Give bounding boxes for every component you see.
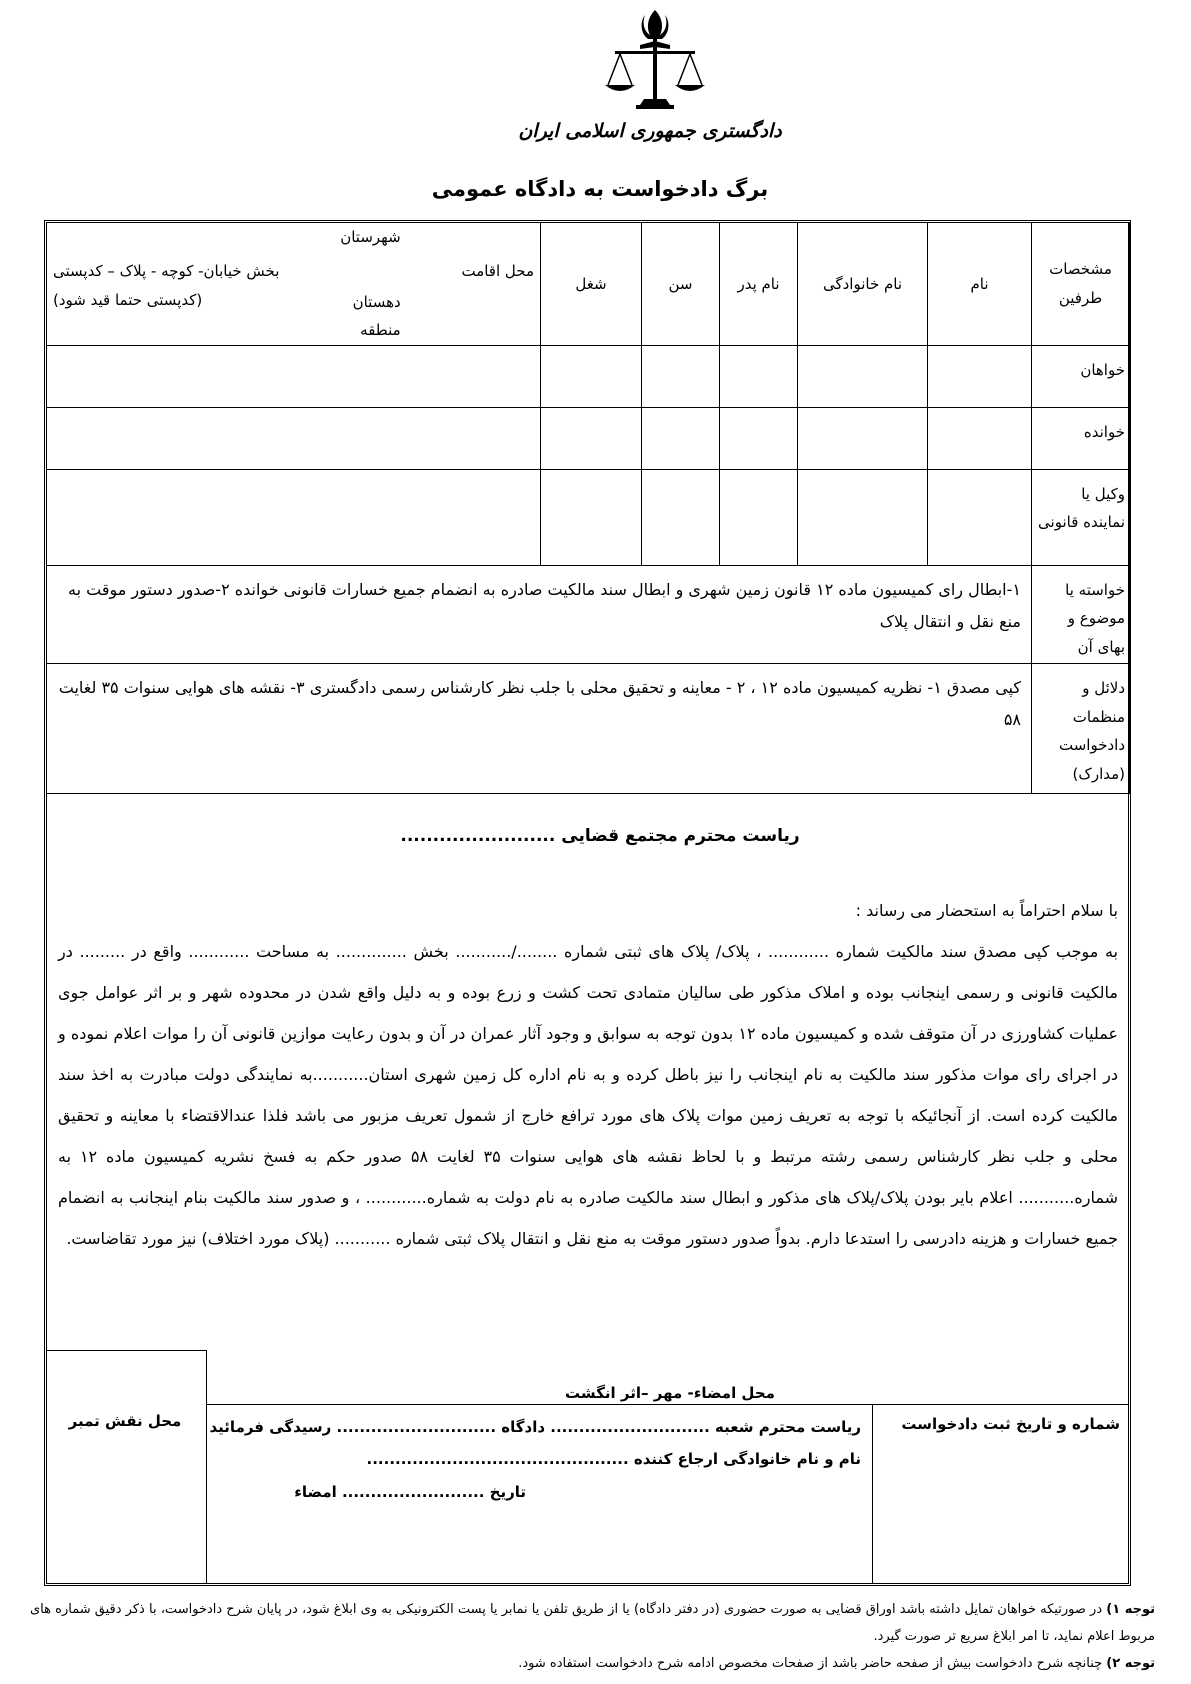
plaintiff-name-cell[interactable] bbox=[928, 345, 1032, 407]
row-evidence bbox=[47, 664, 1130, 794]
header-father: نام پدر bbox=[720, 223, 798, 346]
stamp-box-divider bbox=[206, 1350, 207, 1584]
form-title: برگ دادخواست به دادگاه عمومی bbox=[431, 177, 769, 201]
row-claim bbox=[47, 565, 1130, 664]
address-title: محل اقامت bbox=[461, 262, 534, 280]
letter-addressee: ریاست محترم مجتمع قضایی ........................ bbox=[400, 826, 800, 846]
row-plaintiff bbox=[47, 345, 1130, 407]
plaintiff-father-cell[interactable] bbox=[720, 345, 798, 407]
header-name: نام bbox=[928, 223, 1032, 346]
header-age: سن bbox=[642, 223, 720, 346]
defendant-name-cell[interactable] bbox=[928, 407, 1032, 469]
lawyer-name-cell[interactable] bbox=[928, 469, 1032, 565]
plaintiff-address-cell[interactable] bbox=[47, 345, 541, 407]
address-note: (کدپستی حتما قید شود) bbox=[53, 290, 203, 309]
registration-label: شماره و تاریخ ثبت دادخواست bbox=[901, 1415, 1120, 1433]
notes-section bbox=[30, 1596, 1155, 1677]
judiciary-emblem-icon bbox=[600, 5, 710, 120]
evidence-text[interactable]: کپی مصدق ۱- نظریه کمیسیون ماده ۱۲ ، ۲ - معاینه و تحقیق محلی با جلب نظر کارشناس رسمی دادگستری ۳- نقشه های هوایی سنوات ۳۵ لغایت ۵۸ bbox=[47, 664, 1032, 794]
address-header bbox=[47, 223, 540, 345]
row-defendant bbox=[47, 407, 1130, 469]
defendant-age-cell[interactable] bbox=[642, 407, 720, 469]
signature-place-label: محل امضاء- مهر –اثر انگشت bbox=[565, 1384, 775, 1402]
address-region: منطقه bbox=[360, 321, 401, 339]
organization-name: دادگستری جمهوری اسلامی ایران bbox=[518, 120, 782, 142]
address-rural: دهستان bbox=[352, 292, 401, 311]
header-family: نام خانوادگی bbox=[798, 223, 928, 346]
address-line: بخش خیابان- کوچه - پلاک – کدپستی bbox=[53, 262, 280, 280]
defendant-address-cell[interactable] bbox=[47, 407, 541, 469]
table-header-row bbox=[47, 223, 1130, 346]
defendant-job-cell[interactable] bbox=[541, 407, 642, 469]
note-1-label: توجه ۱) bbox=[1106, 1602, 1156, 1617]
parties-table bbox=[46, 222, 1130, 794]
note-1 bbox=[30, 1596, 1155, 1650]
evidence-label: دلائل و منظمات دادخواست (مدارک) bbox=[1032, 664, 1130, 794]
referral-line-3[interactable]: تاریخ ......................... امضاء bbox=[294, 1483, 526, 1501]
address-city: شهرستان bbox=[340, 228, 401, 246]
lawyer-job-cell[interactable] bbox=[541, 469, 642, 565]
lawyer-address-cell[interactable] bbox=[47, 469, 541, 565]
signature-line bbox=[206, 1404, 1129, 1405]
lawyer-age-cell[interactable] bbox=[642, 469, 720, 565]
letter-paragraph: به موجب کپی مصدق سند مالکیت شماره ............ ، پلاک/ پلاک های ثبتی شماره ......../........... بخش .............. به مساحت ............ واقع در ......... در مالکیت قانونی و رسمی اینجانب بوده و املاک مذکور طی سالیان متمادی تحت کشت و زرع بوده و به دلیل واقع شدن در محدوده شهر و بر اثر عوامل جوی عملیات کشاورزی در آن متوقف شده و کمیسیون ماده ۱۲ بدون توجه به سوابق و وجود آثار عمران در آن و بدون رعایت موازین قانونی آن را موات اعلام نموده و در اجرای رای موات مذکور سند مالکیت به نام اینجانب را نیز باطل کرده و به نام اداره کل زمین شهری استان...........به نمایندگی دولت مبادرت به اخذ سند مالکیت کرده است. از آنجائیکه با توجه به تعریف زمین موات پلاک های مورد ترافع خارج از شمول تعریف مزبور می باشد فلذا عندالاقتضاء با معاینه و تحقیق محلی و جلب نظر کارشناس رسمی رشته مرتبط و با لحاظ نقشه های هوایی سنوات ۳۵ لغایت ۵۸ صدور حکم به فسخ نشریه کمیسیون ماده ۱۲ به شماره........... اعلام بایر بودن پلاک/پلاک های مذکور و ابطال سند مالکیت صادره به نام دولت به شماره............ ، و صدور سند مالکیت بنام اینجانب به انضمام جمیع خسارات و هزینه دادرسی را استدعا دارم. بدواً صدور دستور موقت به منع نقل و انتقال پلاک ثبتی شماره ........... (پلاک مورد اختلاف) نیز مورد تقاضاست. bbox=[58, 942, 1118, 1248]
plaintiff-age-cell[interactable] bbox=[642, 345, 720, 407]
plaintiff-family-cell[interactable] bbox=[798, 345, 928, 407]
referral-line-2[interactable]: نام و نام خانوادگی ارجاع کننده .............................................. bbox=[366, 1450, 861, 1468]
claim-text[interactable]: ۱-ابطال رای کمیسیون ماده ۱۲ قانون زمین شهری و ابطال سند مالکیت صادره به انضمام جمیع خسارات قانونی خوانده ۲-صدور دستور موقت به منع نقل و انتقال پلاک bbox=[47, 565, 1032, 664]
address-left bbox=[53, 223, 279, 345]
letter-greeting: با سلام احتراماً به استحضار می رساند : bbox=[855, 901, 1118, 920]
stamp-box-top-line bbox=[46, 1350, 206, 1351]
row-defendant-label: خوانده bbox=[1032, 407, 1130, 469]
row-lawyer bbox=[47, 469, 1130, 565]
defendant-family-cell[interactable] bbox=[798, 407, 928, 469]
note-2 bbox=[30, 1650, 1155, 1677]
referral-line-1[interactable]: ریاست محترم شعبه ............................ دادگاه ............................ رسیدگی فرمائید bbox=[209, 1418, 861, 1436]
defendant-father-cell[interactable] bbox=[720, 407, 798, 469]
stamp-place-label: محل نقش تمبر bbox=[68, 1412, 182, 1430]
header-job: شغل bbox=[541, 223, 642, 346]
address-middle bbox=[340, 223, 400, 345]
note-2-text: چنانچه شرح دادخواست بیش از صفحه حاضر باشد از صفحات مخصوص ادامه شرح دادخواست استفاده شود. bbox=[518, 1656, 1103, 1671]
registration-divider bbox=[872, 1404, 873, 1584]
plaintiff-job-cell[interactable] bbox=[541, 345, 642, 407]
note-1-text: در صورتیکه خواهان تمایل داشته باشد اوراق قضایی به صورت حضوری (در دفتر دادگاه) یا از طریق تلفن یا نمابر یا پست الکترونیکی به وی ابلاغ شود، در پایان شرح دادخواست، با ذکر دقیق شماره های مربوط اعلام نماید، تا امر ابلاغ سریع تر صورت گیرد. bbox=[30, 1602, 1155, 1644]
lawyer-father-cell[interactable] bbox=[720, 469, 798, 565]
letter-body[interactable] bbox=[58, 890, 1118, 1259]
lawyer-family-cell[interactable] bbox=[798, 469, 928, 565]
row-plaintiff-label: خواهان bbox=[1032, 345, 1130, 407]
note-2-label: توجه ۲) bbox=[1106, 1656, 1155, 1671]
claim-label: خواسته یا موضوع و بهای آن bbox=[1032, 565, 1130, 664]
row-lawyer-label: وکیل یا نماینده قانونی bbox=[1032, 469, 1130, 565]
header-address bbox=[47, 223, 541, 346]
header-parties: مشخصات طرفین bbox=[1032, 223, 1130, 346]
